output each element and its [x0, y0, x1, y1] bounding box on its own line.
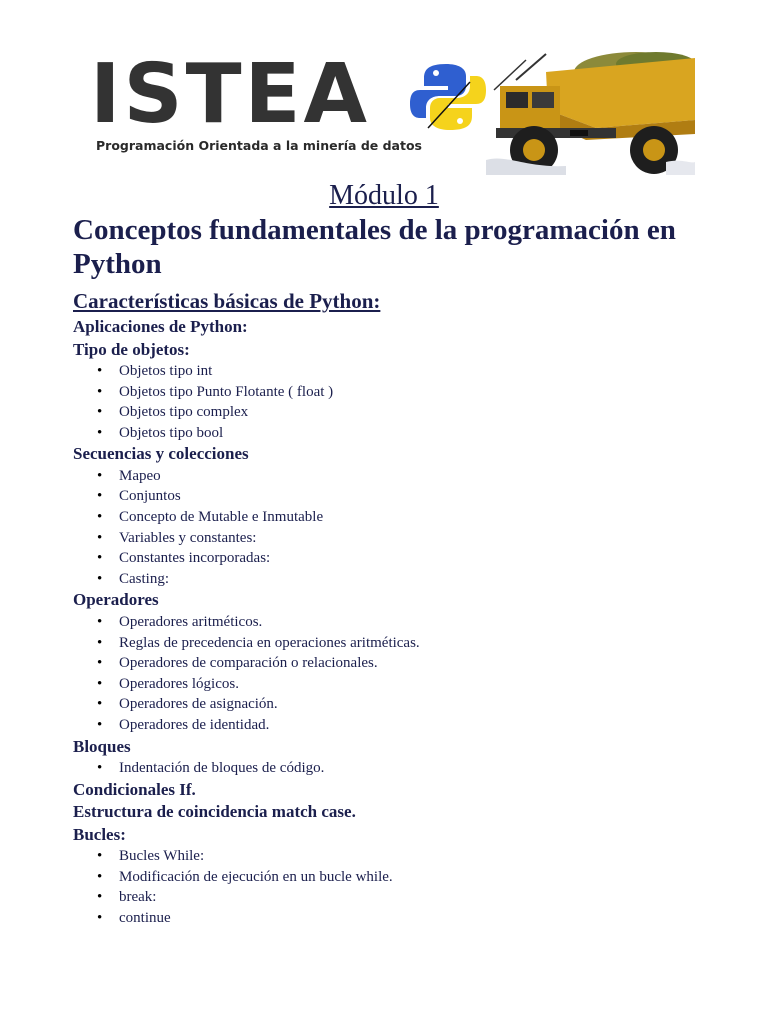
list-item: • Operadores de asignación. [73, 694, 713, 715]
list-item: • Operadores aritméticos. [73, 612, 713, 633]
subheading-bucles: Bucles: [73, 824, 126, 844]
list-item: • continue [73, 908, 713, 929]
list-item: • break: [73, 887, 713, 908]
subheading-secuencias: Secuencias y colecciones [73, 444, 249, 464]
list-item: • Modificación de ejecución en un bucle while. [73, 867, 713, 888]
list-item: • Constantes incorporadas: [73, 548, 713, 569]
list-item: • Indentación de bloques de código. [73, 758, 713, 779]
list-item: • Variables y constantes: [73, 528, 713, 549]
list-operadores [73, 612, 713, 736]
section-heading: Características básicas de Python: [73, 289, 381, 313]
page-title: Conceptos fundamentales de la programación en Python [73, 214, 676, 280]
list-item: • Operadores lógicos. [73, 674, 713, 695]
python-logo-icon [410, 62, 486, 132]
list-item: • Operadores de comparación o relacionales. [73, 653, 713, 674]
list-item: • Objetos tipo int [73, 361, 713, 382]
subheading-condicionales: Condicionales If. [73, 779, 196, 799]
list-item: • Mapeo [73, 466, 713, 487]
list-item: • Casting: [73, 569, 713, 590]
list-item: • Conjuntos [73, 486, 713, 507]
istea-logo: ISTEA [90, 47, 370, 142]
list-item: • Concepto de Mutable e Inmutable [73, 507, 713, 528]
subheading-bloques: Bloques [73, 736, 131, 756]
list-tipo-objetos [73, 361, 713, 443]
list-item: • Bucles While: [73, 846, 713, 867]
module-title: Módulo 1 [329, 180, 439, 211]
list-item: • Reglas de precedencia en operaciones aritméticas. [73, 633, 713, 654]
list-secuencias [73, 466, 713, 590]
list-item: • Operadores de identidad. [73, 715, 713, 736]
list-item: • Objetos tipo bool [73, 423, 713, 444]
subheading-operadores: Operadores [73, 590, 159, 610]
mining-truck-image [486, 50, 695, 175]
subheading-tipo-objetos: Tipo de objetos: [73, 339, 190, 359]
list-bucles [73, 846, 713, 928]
subheading-match-case: Estructura de coincidencia match case. [73, 802, 356, 822]
list-item: • Objetos tipo Punto Flotante ( float ) [73, 382, 713, 403]
logo-subtitle: Programación Orientada a la minería de datos [96, 138, 422, 153]
subheading-aplicaciones: Aplicaciones de Python: [73, 317, 248, 336]
list-bloques [73, 758, 713, 779]
outline-content [73, 316, 713, 928]
list-item: • Objetos tipo complex [73, 402, 713, 423]
header-banner [88, 48, 695, 175]
